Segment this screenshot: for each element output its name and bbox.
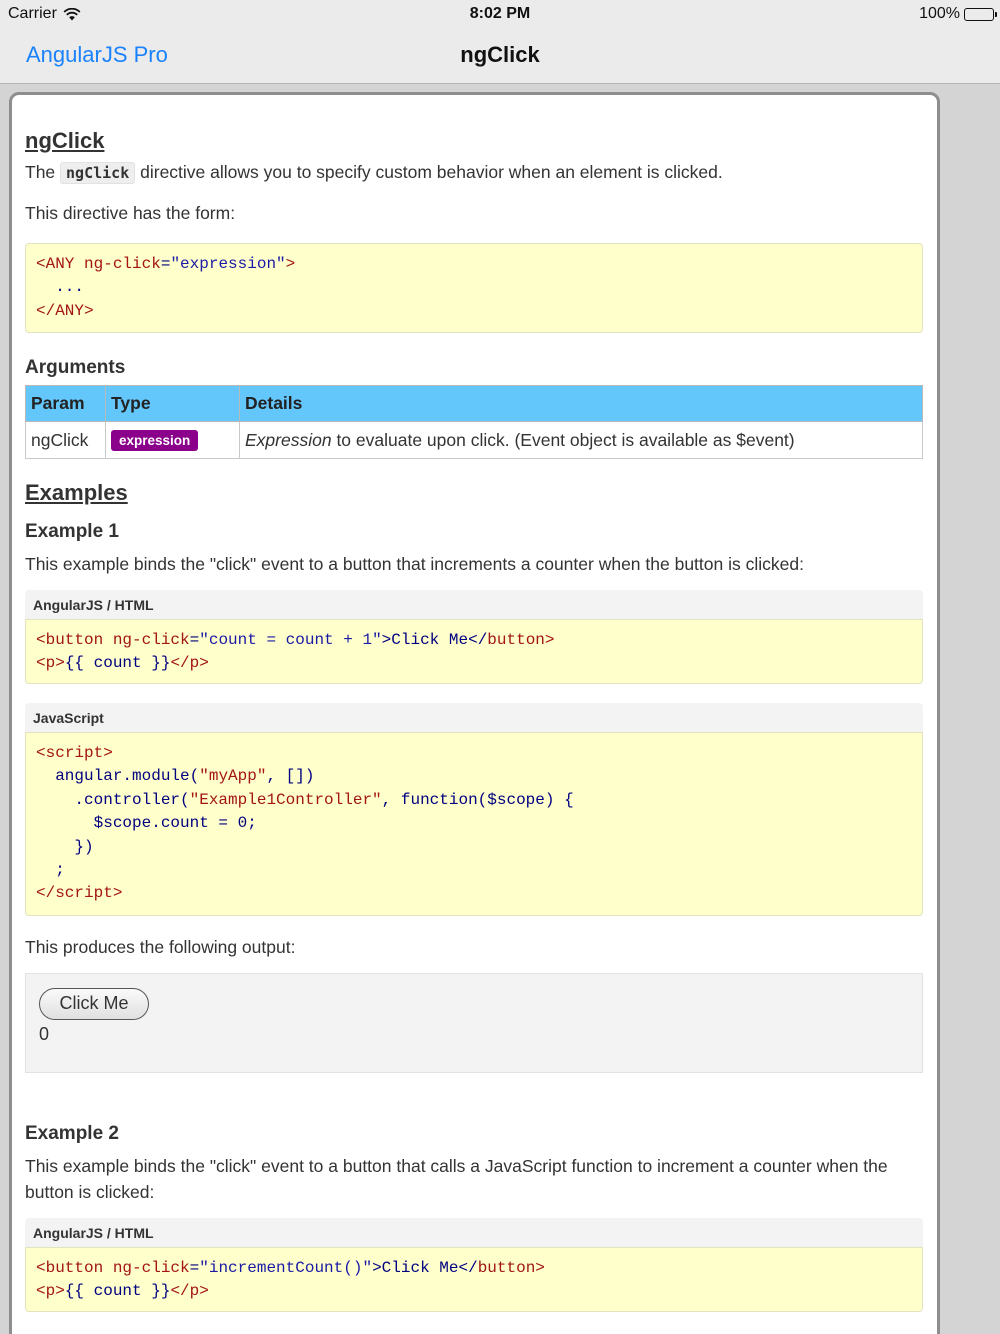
counter-value: 0 [39,1024,50,1044]
output-intro: This produces the following output: [25,937,296,957]
details-emphasis: Expression [245,429,332,450]
example1-output [25,973,923,1073]
form-code-block: <ANY ng-click="expression"> ... </ANY> [25,243,923,333]
status-bar [0,0,1000,28]
example1-js-label: JavaScript [25,703,923,732]
cell-type [106,422,240,459]
cell-param: ngClick [26,422,106,459]
intro-text-post: directive allows you to specify custom behavior when an element is clicked. [140,162,723,182]
arguments-table [25,385,923,459]
details-text: to evaluate upon click. (Event object is available as $event) [331,429,795,450]
battery-icon [964,8,994,21]
examples-heading: Examples [25,480,128,505]
table-row [26,422,923,459]
form-paragraph: This directive has the form: [25,203,236,223]
example2-html-label: AngularJS / HTML [25,1218,923,1247]
arguments-heading: Arguments [25,357,126,378]
intro-paragraph [25,159,723,186]
nav-title: ngClick [460,42,540,67]
header-param: Param [26,386,106,422]
battery-percent: 100% [919,5,960,22]
example1-description: This example binds the "click" event to a button that increments a counter when the button is clicked: [25,554,804,574]
example1-html-code: <button ng-click="count = count + 1">Click Me</button> <p>{{ count }}</p> [25,619,923,684]
battery-info [919,5,994,23]
example1-html-label: AngularJS / HTML [25,590,923,619]
example2-title: Example 2 [25,1123,119,1144]
page-title: ngClick [25,128,105,153]
type-badge: expression [111,430,198,451]
content-scroll-view[interactable] [9,92,940,1334]
header-type: Type [106,386,240,422]
example1-js-code: <script> angular.module("myApp", []) .controller("Example1Controller", function($scope) { $scope.count = 0; }) ; </script> [25,732,923,916]
example1-title: Example 1 [25,521,119,542]
carrier-label: Carrier [8,5,57,22]
cell-details [240,422,923,459]
back-button[interactable]: AngularJS Pro [26,42,168,67]
click-me-button[interactable]: Click Me [39,988,149,1020]
example2-html-code: <button ng-click="incrementCount()">Click Me</button> <p>{{ count }}</p> [25,1247,923,1312]
table-header-row [26,386,923,422]
clock: 8:02 PM [469,5,531,22]
header-details: Details [240,386,923,422]
inline-code: ngClick [60,162,135,184]
example2-description: This example binds the "click" event to a button that calls a JavaScript function to increment a counter when the button is clicked: [25,1156,888,1202]
navigation-bar [0,28,1000,84]
intro-text-pre: The [25,162,56,182]
